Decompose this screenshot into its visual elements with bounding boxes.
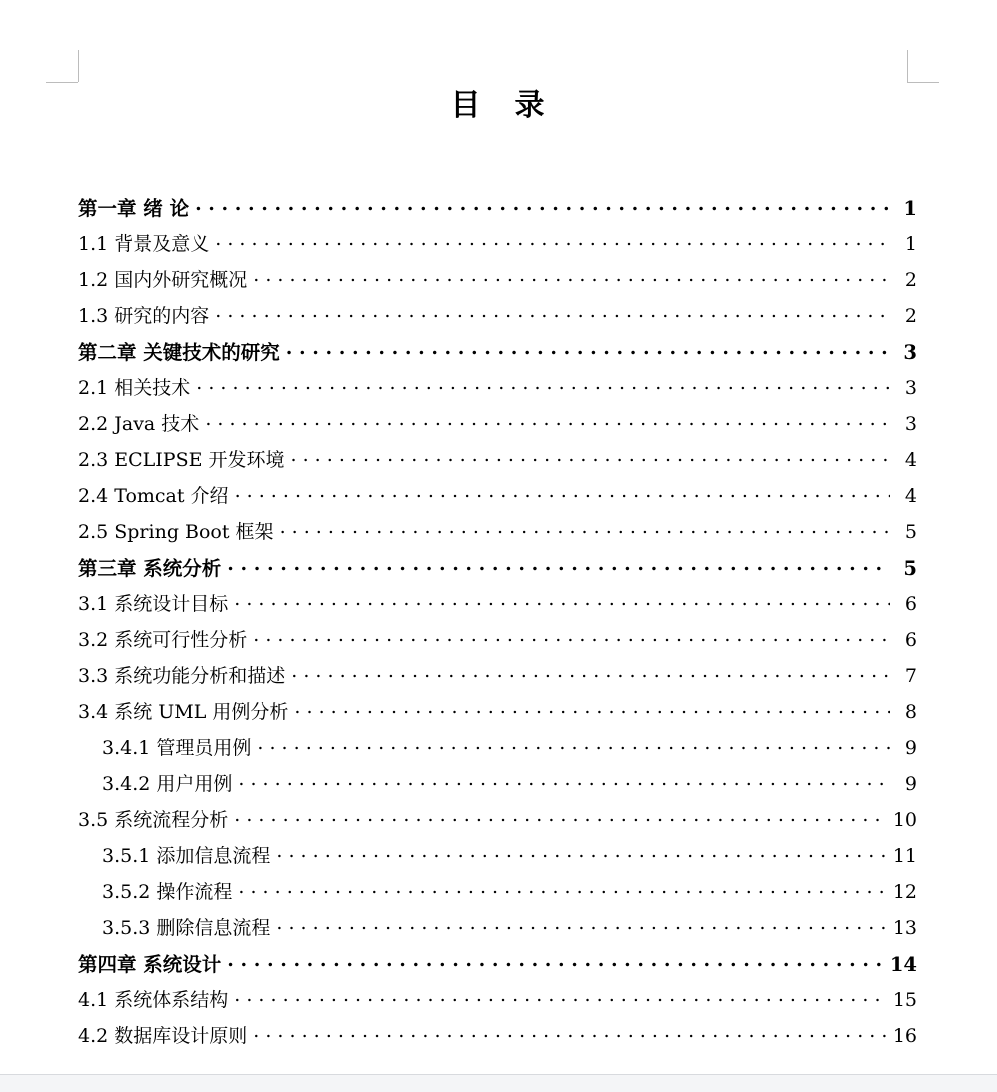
toc-entry[interactable] xyxy=(78,805,917,841)
toc-entry[interactable] xyxy=(78,625,917,661)
toc-entry-page-number: 2 xyxy=(904,269,917,291)
toc-dot-leader xyxy=(195,196,890,216)
toc-entry[interactable] xyxy=(78,841,917,877)
toc-entry[interactable] xyxy=(78,985,917,1021)
toc-entry-page-number: 5 xyxy=(903,557,917,580)
toc-entry-label: 2.1 相关技术 xyxy=(78,377,191,399)
toc-entry[interactable] xyxy=(78,589,917,625)
toc-entry-page-number: 8 xyxy=(904,701,917,723)
toc-dot-leader xyxy=(227,952,885,972)
toc-dot-leader xyxy=(286,340,890,360)
crop-mark-vertical-line xyxy=(907,50,908,82)
toc-entry[interactable] xyxy=(78,481,917,517)
toc-entry[interactable] xyxy=(78,337,917,373)
toc-entry[interactable] xyxy=(78,409,917,445)
toc-entry-label: 2.4 Tomcat 介绍 xyxy=(78,485,229,507)
toc-entry-label: 第二章 关键技术的研究 xyxy=(78,341,280,364)
page-title: 目 录 xyxy=(450,88,547,123)
toc-entry-page-number: 5 xyxy=(904,521,917,543)
toc-entry-label: 第三章 系统分析 xyxy=(78,557,222,580)
toc-entry[interactable] xyxy=(78,265,917,301)
toc-entry[interactable] xyxy=(78,1021,917,1057)
toc-entry[interactable] xyxy=(78,877,917,913)
toc-entry-page-number: 15 xyxy=(892,989,917,1011)
toc-entry[interactable] xyxy=(78,301,917,337)
toc-entry-page-number: 14 xyxy=(889,953,917,976)
toc-entry-page-number: 9 xyxy=(904,737,917,759)
toc-entry-page-number: 7 xyxy=(904,665,917,687)
toc-dot-leader xyxy=(238,879,887,898)
toc-entry-label: 3.4.1 管理员用例 xyxy=(102,737,252,759)
toc-dot-leader xyxy=(291,447,891,466)
toc-entry-page-number: 6 xyxy=(904,593,917,615)
toc-entry-label: 第四章 系统设计 xyxy=(78,953,222,976)
toc-entry-page-number: 12 xyxy=(892,881,917,903)
toc-entry-label: 3.4.2 用户用例 xyxy=(102,773,233,795)
toc-entry[interactable] xyxy=(78,445,917,481)
toc-entry[interactable] xyxy=(78,661,917,697)
toc-entry-page-number: 4 xyxy=(904,449,917,471)
toc-entry[interactable] xyxy=(78,949,917,985)
toc-dot-leader xyxy=(253,627,890,646)
toc-dot-leader xyxy=(276,915,887,934)
toc-dot-leader xyxy=(253,267,890,286)
toc-entry-label: 2.3 ECLIPSE 开发环境 xyxy=(78,449,285,471)
toc-dot-leader xyxy=(215,231,890,250)
toc-entry-page-number: 3 xyxy=(903,341,917,364)
toc-entry-page-number: 2 xyxy=(904,305,917,327)
toc-entry-page-number: 10 xyxy=(892,809,917,831)
toc-entry-page-number: 3 xyxy=(904,413,917,435)
toc-dot-leader xyxy=(276,843,887,862)
toc-entry-label: 3.1 系统设计目标 xyxy=(78,593,229,615)
crop-mark-vertical-line xyxy=(78,50,79,82)
toc-dot-leader xyxy=(234,987,888,1006)
toc-dot-leader xyxy=(253,1023,888,1042)
toc-dot-leader xyxy=(227,556,890,576)
toc-entry-label: 3.2 系统可行性分析 xyxy=(78,629,248,651)
toc-entry[interactable] xyxy=(78,769,917,805)
toc-entry[interactable] xyxy=(78,733,917,769)
toc-entry[interactable] xyxy=(78,193,917,229)
toc-entry-page-number: 1 xyxy=(904,233,917,255)
toc-entry-page-number: 3 xyxy=(904,377,917,399)
toc-entry-page-number: 13 xyxy=(892,917,917,939)
toc-dot-leader xyxy=(280,519,890,538)
toc-dot-leader xyxy=(238,771,890,790)
toc-entry-label: 3.5.1 添加信息流程 xyxy=(102,845,271,867)
toc-entry-label: 3.3 系统功能分析和描述 xyxy=(78,665,286,687)
toc-dot-leader xyxy=(291,663,890,682)
toc-entry-page-number: 1 xyxy=(903,197,917,220)
toc-entry[interactable] xyxy=(78,913,917,949)
toc-entry-label: 4.1 系统体系结构 xyxy=(78,989,229,1011)
toc-dot-leader xyxy=(205,411,890,430)
toc-entry[interactable] xyxy=(78,373,917,409)
toc-entry[interactable] xyxy=(78,229,917,265)
toc-entry[interactable] xyxy=(78,517,917,553)
toc-entry-page-number: 4 xyxy=(904,485,917,507)
toc-dot-leader xyxy=(294,699,890,718)
toc-entry-page-number: 9 xyxy=(904,773,917,795)
table-of-contents-list xyxy=(78,193,917,1057)
toc-entry-label: 1.2 国内外研究概况 xyxy=(78,269,248,291)
toc-entry-label: 1.3 研究的内容 xyxy=(78,305,210,327)
toc-entry-page-number: 16 xyxy=(892,1025,917,1047)
toc-dot-leader xyxy=(196,375,890,394)
toc-entry-label: 3.4 系统 UML 用例分析 xyxy=(78,701,289,723)
toc-entry-page-number: 11 xyxy=(892,845,917,867)
viewer-gutter xyxy=(0,1075,997,1092)
toc-dot-leader xyxy=(215,303,890,322)
toc-entry-label: 第一章 绪 论 xyxy=(78,197,190,220)
toc-dot-leader xyxy=(234,807,888,826)
toc-entry-label: 3.5 系统流程分析 xyxy=(78,809,229,831)
toc-entry-label: 2.2 Java 技术 xyxy=(78,413,200,435)
toc-entry-label: 1.1 背景及意义 xyxy=(78,233,210,255)
toc-entry-page-number: 6 xyxy=(904,629,917,651)
toc-entry-label: 2.5 Spring Boot 框架 xyxy=(78,521,274,543)
toc-dot-leader xyxy=(257,735,890,754)
toc-entry-label: 4.2 数据库设计原则 xyxy=(78,1025,248,1047)
toc-dot-leader xyxy=(234,591,890,610)
toc-entry-label: 3.5.2 操作流程 xyxy=(102,881,233,903)
toc-entry[interactable] xyxy=(78,697,917,733)
toc-entry[interactable] xyxy=(78,553,917,589)
toc-dot-leader xyxy=(235,483,890,502)
toc-entry-label: 3.5.3 删除信息流程 xyxy=(102,917,271,939)
